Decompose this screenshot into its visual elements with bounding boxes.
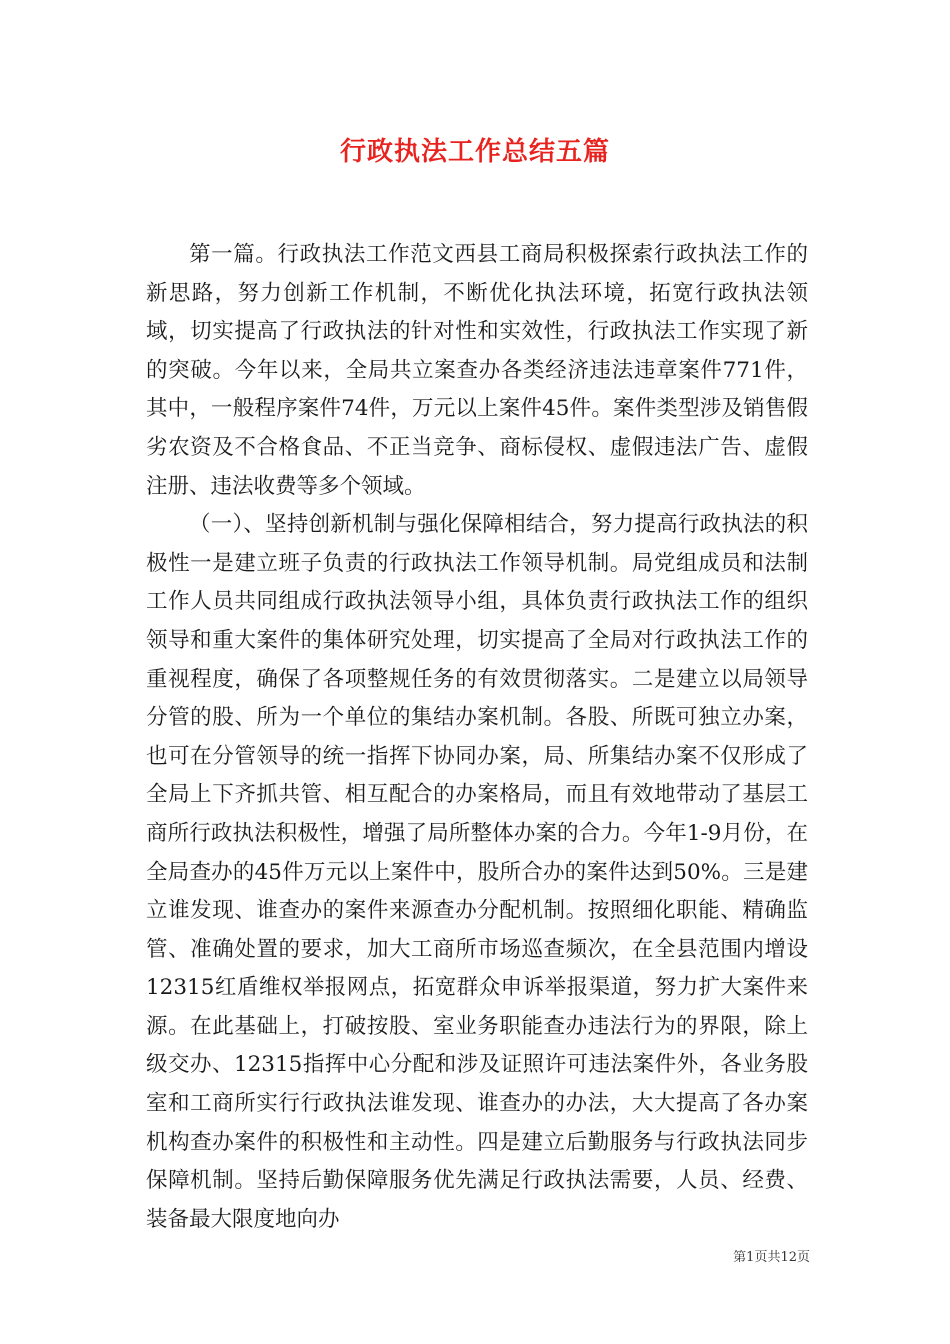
paragraph-1: 第一篇。行政执法工作范文西县工商局积极探索行政执法工作的新思路，努力创新工作机制，不断优化执法环境，拓宽行政执法领域，切实提高了行政执法的针对性和实效性，行政执法工作实现了新的突破。今年以来，全局共立案查办各类经济违法违章案件771件，其中，一般程序案件74件，万元以上案件45件。案件类型涉及销售假劣农资及不合格食品、不正当竞争、商标侵权、虚假违法广告、虚假注册、违法收费等多个领域。 bbox=[146, 242, 808, 499]
page-number: 第1页共12页 bbox=[733, 1250, 810, 1265]
paragraph-2: （一）、坚持创新机制与强化保障相结合，努力提高行政执法的积极性一是建立班子负责的行政执法工作领导机制。局党组成员和法制工作人员共同组成行政执法领导小组，具体负责行政执法工作的组织领导和重大案件的集体研究处理，切实提高了全局对行政执法工作的重视程度，确保了各项整规任务的有效贯彻落实。二是建立以局领导分管的股、所为一个单位的集结办案机制。各股、所既可独立办案，也可在分管领导的统一指挥下协同办案，局、所集结办案不仅形成了全局上下齐抓共管、相互配合的办案格局，而且有效地带动了基层工商所行政执法积极性，增强了局所整体办案的合力。今年1-9月份，在全局查办的45件万元以上案件中，股所合办的案件达到50%。三是建立谁发现、谁查办的案件来源查办分配机制。按照细化职能、精确监管、准确处置的要求，加大工商所市场巡查频次，在全县范围内增设12315红盾维权举报网点，拓宽群众申诉举报渠道，努力扩大案件来源。在此基础上，打破按股、室业务职能查办违法行为的界限，除上级交办、12315指挥中心分配和涉及证照许可违法案件外，各业务股室和工商所实行行政执法谁发现、谁查办的办法，大大提高了各办案机构查办案件的积极性和主动性。四是建立后勤服务与行政执法同步保障机制。坚持后勤保障服务优先满足行政执法需要，人员、经费、装备最大限度地向办 bbox=[146, 512, 808, 1232]
document-title: 行政执法工作总结五篇 bbox=[339, 137, 610, 167]
document-body bbox=[146, 236, 808, 1239]
